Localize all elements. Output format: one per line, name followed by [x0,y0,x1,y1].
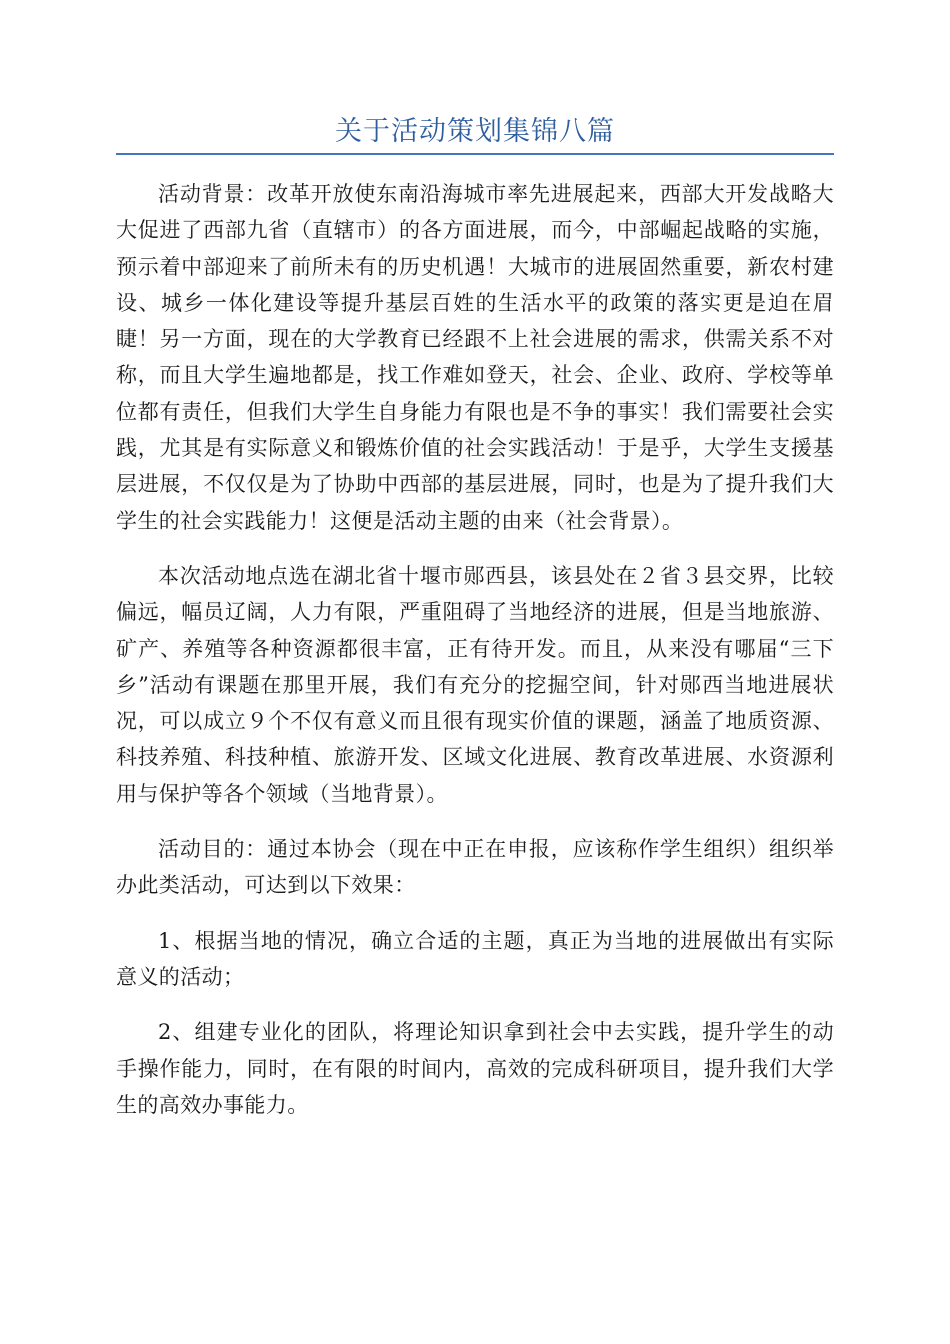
paragraph-item-2: 2、组建专业化的团队，将理论知识拿到社会中去实践，提升学生的动手操作能力，同时，在有限的时间内，高效的完成科研项目，提升我们大学生的高效办事能力。 [116,1020,834,1117]
paragraph-item-1: 1、根据当地的情况，确立合适的主题，真正为当地的进展做出有实际意义的活动； [116,928,834,989]
title-underline [116,153,834,155]
paragraph-background: 活动背景：改革开放使东南沿海城市率先进展起来，西部大开发战略大大促进了西部九省（直辖市）的各方面进展，而今，中部崛起战略的实施，预示着中部迎来了前所未有的历史机遇！大城市的进展固然重要，新农村建设、城乡一体化建设等提升基层百姓的生活水平的政策的落实更是迫在眉睫！另一方面，现在的大学教育已经跟不上社会进展的需求，供需关系不对称，而且大学生遍地都是，找工作难如登天，社会、企业、政府、学校等单位都有责任，但我们大学生自身能力有限也是不争的事实！我们需要社会实践，尤其是有实际意义和锻炼价值的社会实践活动！于是乎，大学生支援基层进展，不仅仅是为了协助中西部的基层进展，同时，也是为了提升我们大学生的社会实践能力！这便是活动主题的由来（社会背景）。 [116,182,834,533]
paragraph-location: 本次活动地点选在湖北省十堰市郧西县，该县处在２省３县交界，比较偏远，幅员辽阔，人力有限，严重阻碍了当地经济的进展，但是当地旅游、矿产、养殖等各种资源都很丰富，正有待开发。而且，从来没有哪届“三下乡”活动有课题在那里开展，我们有充分的挖掘空间，针对郧西当地进展状况，可以成立９个不仅有意义而且很有现实价值的课题，涵盖了地质资源、科技养殖、科技种植、旅游开发、区域文化进展、教育改革进展、水资源利用与保护等各个领域（当地背景）。 [116,563,834,806]
paragraph-purpose: 活动目的：通过本协会（现在中正在申报，应该称作学生组织）组织举办此类活动，可达到以下效果： [116,837,834,898]
document-title: 关于活动策划集锦八篇 [335,116,615,147]
document-body [116,176,834,1142]
